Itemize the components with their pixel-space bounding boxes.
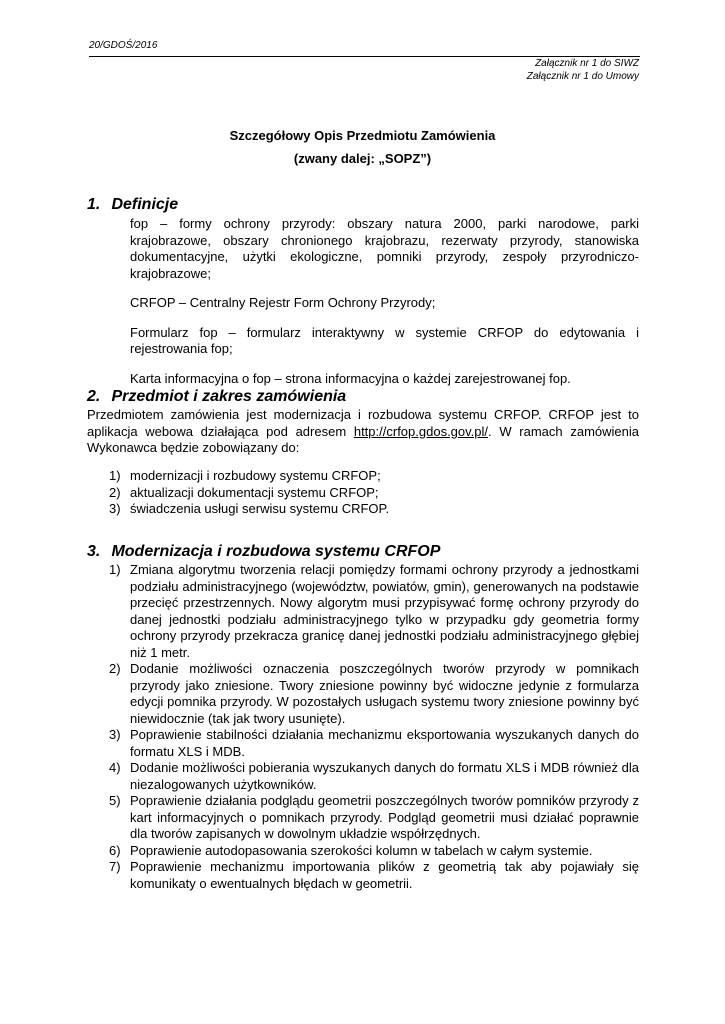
list-item xyxy=(87,843,639,860)
document-reference: 20/GDOŚ/2016 xyxy=(89,40,158,51)
definition-crfop: CRFOP – Centralny Rejestr Form Ochrony Przyrody; xyxy=(130,295,436,310)
modernization-list xyxy=(87,562,639,892)
section-title: Przedmiot i zakres zamówienia xyxy=(111,388,347,405)
list-number: 3) xyxy=(109,501,121,516)
section-number: 1. xyxy=(87,196,101,213)
list-number: 5) xyxy=(109,793,121,808)
list-number: 1) xyxy=(109,468,121,483)
section-3-heading xyxy=(87,543,440,561)
list-item xyxy=(87,793,639,843)
list-text: Poprawienie mechanizmu importowania plików z geometrią tak aby pojawiały się komunikaty o ewentualnych błędach w geometrii. xyxy=(130,859,639,891)
crfop-link[interactable]: http://crfop.gdos.gov.pl/ xyxy=(353,423,489,439)
definitions-block xyxy=(130,216,639,400)
list-number: 3) xyxy=(109,727,121,742)
document-subtitle: (zwany dalej: „SOPZ”) xyxy=(293,151,432,166)
list-item xyxy=(87,468,639,485)
list-text: aktualizacji dokumentacji systemu CRFOP; xyxy=(130,484,379,500)
list-item xyxy=(87,727,639,760)
intro-text: Przedmiotem zamówienia jest modernizacja i rozbudowa systemu CRFOP. CRFOP jest to aplikacja webowa działająca pod adresem xyxy=(87,407,639,439)
section-2-intro xyxy=(87,407,639,457)
definition-fop: fop – formy ochrony przyrody: obszary natura 2000, parki narodowe, parki krajobrazowe, obszary chronionego krajobrazu, rezerwaty przyrody, stanowiska dokumentacyjne, użytki ekologiczne, pomniki przyrody, zespoły przyrodniczo-krajobrazowe; xyxy=(130,216,639,281)
attachment-umowa: Załącznik nr 1 do Umowy xyxy=(526,71,639,82)
list-number: 2) xyxy=(109,661,121,676)
list-text: Dodanie możliwości pobierania wyszukanych danych do formatu XLS i MDB również dla niezalogowanych użytkowników. xyxy=(130,760,639,792)
section-number: 2. xyxy=(87,388,101,405)
list-text: Zmiana algorytmu tworzenia relacji pomiędzy formami ochrony przyrody a jednostkami podziału administracyjnego (województw, powiatów, gmin), generowanych na podstawie przecięć przestrzennych. Nowy algorytm musi przypisywać formę ochrony przyrody do danej jednostki podziału administracyjnego tylko w przypadku gdy geometria formy ochrony przyrody przekracza granicę danej jednostki podziału administracyjnego głębiej niż 1 metr. xyxy=(130,562,639,660)
intro-text-continued: . W ramach zamówienia Wykonawca będzie zobowiązany do: xyxy=(87,423,639,455)
list-text: Dodanie możliwości oznaczenia poszczególnych tworów przyrody w pomnikach przyrody jako zniesione. Twory zniesione powinny być widoczne jedynie z formularza edycji pomnika przyrody. W pozostałych usługach systemu twory zniesione powinny być niewidocznie (tak jak twory usunięte). xyxy=(130,661,639,726)
list-text: Poprawienie działania podglądu geometrii poszczególnych tworów pomników przyrody z kart informacyjnych o pomnikach przyrody. Podgląd geometrii musi działać poprawnie dla tworów zapisanych w dowolnym układzie współrzędnych. xyxy=(130,793,639,841)
list-text: Poprawienie stabilności działania mechanizmu eksportowania wyszukanych danych do formatu XLS i MDB. xyxy=(130,727,639,759)
list-item xyxy=(87,859,639,892)
header-divider xyxy=(89,56,640,57)
list-text: Poprawienie autodopasowania szerokości kolumn w tabelach w całym systemie. xyxy=(130,842,593,858)
section-2-heading xyxy=(87,388,346,406)
list-text: modernizacji i rozbudowy systemu CRFOP; xyxy=(130,468,381,483)
list-item xyxy=(87,562,639,661)
list-number: 7) xyxy=(109,859,121,874)
definition-karta: Karta informacyjna o fop – strona informacyjna o każdej zarejestrowanej fop. xyxy=(130,370,571,386)
list-number: 6) xyxy=(109,842,121,858)
section-1-heading xyxy=(87,196,178,214)
attachment-siwz: Załącznik nr 1 do SIWZ xyxy=(535,58,639,69)
scope-list xyxy=(87,468,639,518)
list-number: 2) xyxy=(109,484,121,500)
list-item xyxy=(87,501,639,518)
section-title: Modernizacja i rozbudowa systemu CRFOP xyxy=(111,543,441,560)
section-title: Definicje xyxy=(111,196,179,213)
list-item xyxy=(87,661,639,727)
list-item xyxy=(87,760,639,793)
definition-formularz: Formularz fop – formularz interaktywny w systemie CRFOP do edytowania i rejestrowania fop; xyxy=(130,324,639,356)
list-text: świadczenia usługi serwisu systemu CRFOP. xyxy=(130,501,390,516)
list-number: 1) xyxy=(109,562,121,577)
document-title: Szczegółowy Opis Przedmiotu Zamówienia xyxy=(229,128,496,143)
list-item xyxy=(87,485,639,502)
section-number: 3. xyxy=(87,543,101,560)
list-number: 4) xyxy=(109,760,121,775)
